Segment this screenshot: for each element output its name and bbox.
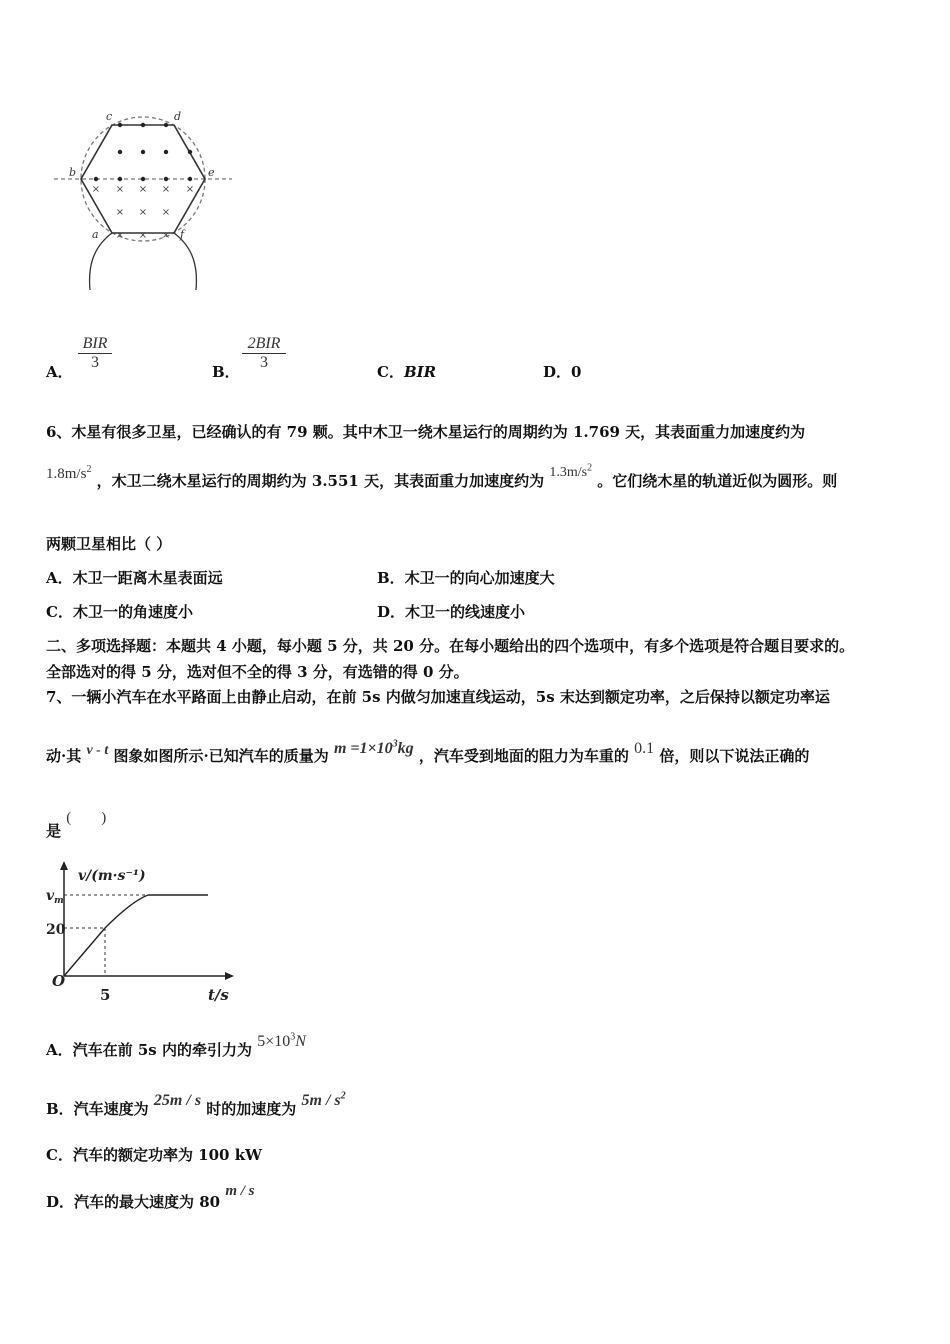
q7-option-b: B．汽车速度为 25m / s 时的加速度为 $5m / s^2$ <box>46 1090 346 1118</box>
q6-option-d: D．木卫一的线速度小 <box>377 603 526 621</box>
section2-heading-line1: 二、多项选择题：本题共 4 小题，每小题 5 分，共 20 分。在每小题给出的四个选项中，有多个选项是符合题目要求的。 <box>46 637 855 655</box>
q5-option-a: A． <box>46 363 73 381</box>
q6-option-a: A．木卫一距离木星表面远 <box>46 569 223 587</box>
max-speed-unit: m / s <box>225 1183 255 1199</box>
q5-option-c: C．BIR <box>377 363 437 381</box>
label-d: d <box>174 110 182 123</box>
vm-label: $v_m$ <box>46 888 64 906</box>
label-c: c <box>106 110 113 123</box>
q7-stem-line2: 动·其 v - t 图象如图所示·已知汽车的质量为 $m =1\times 10^3kg$ ，汽车受到地面的阻力为车重的 0.1 倍，则以下说法正确的 <box>46 738 810 765</box>
svg-text:×: × <box>91 184 101 195</box>
gravity-value-1: $1.8m/s^2$ <box>46 464 92 482</box>
origin-label: O <box>52 972 66 990</box>
answer-paren: ( ) <box>66 810 107 826</box>
q7-option-c: C．汽车的额定功率为 100 kW <box>46 1146 262 1164</box>
gravity-value-2: $1.3m/s^2$ <box>549 462 593 480</box>
vt-graph <box>40 858 240 1008</box>
mass-expression: $m =1\times 10^3kg$ <box>333 738 414 757</box>
label-b: b <box>69 166 77 179</box>
x-axis-arrow <box>225 972 234 980</box>
svg-text:×: × <box>115 184 125 195</box>
left-wire <box>90 233 112 290</box>
q6-stem-line1: 6、木星有很多卫星，已经确认的有 79 颗。其中木卫一绕木星运行的周期约为 1.769 天，其表面重力加速度约为 <box>46 423 806 441</box>
q5-option-b: B． <box>212 363 240 381</box>
svg-text:×: × <box>138 184 148 195</box>
q5-option-b-fraction: 2BIR 3 <box>242 335 286 372</box>
power-curve <box>105 895 148 928</box>
label-a: a <box>92 228 99 241</box>
q6-stem-line3: 两颗卫星相比（ ） <box>46 535 172 553</box>
speed-value: 25m / s <box>153 1092 202 1109</box>
y-axis-arrow <box>60 861 68 870</box>
resistance-ratio: 0.1 <box>634 740 655 757</box>
svg-text:×: × <box>161 230 171 241</box>
svg-text:×: × <box>161 207 171 218</box>
section2-heading-line2: 全部选对的得 5 分，选对但不全的得 3 分，有选错的得 0 分。 <box>46 663 469 681</box>
x-axis-label: t/s <box>208 986 229 1004</box>
field-in-crosses <box>92 184 194 241</box>
v20-label: 20 <box>46 922 66 938</box>
q5-option-a-fraction: BIR 3 <box>78 335 112 372</box>
svg-text:×: × <box>138 207 148 218</box>
label-e: e <box>208 166 215 179</box>
right-wire <box>174 233 196 290</box>
svg-text:×: × <box>185 184 195 195</box>
vt-symbol: v - t <box>86 743 109 758</box>
q6-option-b: B．木卫一的向心加速度大 <box>377 569 555 587</box>
y-axis-label: v/(m·s⁻¹) <box>78 868 146 884</box>
q7-stem-line1: 7、一辆小汽车在水平路面上由静止启动，在前 5s 内做匀加速直线运动，5s 末达到额定功率，之后保持以额定功率运 <box>46 688 830 706</box>
acceleration-value: $5m / s^2$ <box>301 1090 346 1109</box>
magnetic-field-hexagon-figure <box>48 108 238 294</box>
q6-stem-line2: $1.8m/s^2$ ，木卫二绕木星运行的周期约为 3.551 天，其表面重力加速度约为 $1.3m/s^2$ 。它们绕木星的轨道近似为圆形。则 <box>46 462 838 490</box>
q5-option-d: D．0 <box>543 363 582 381</box>
q7-option-d: D．汽车的最大速度为 80 m / s <box>46 1183 255 1211</box>
q7-option-a: A．汽车在前 5s 内的牵引力为 $5\times 10^3N$ <box>46 1031 306 1059</box>
t5-label: 5 <box>100 986 111 1004</box>
q6-option-c: C．木卫一的角速度小 <box>46 603 193 621</box>
svg-text:×: × <box>138 230 148 241</box>
traction-force-value: $5\times 10^3N$ <box>257 1031 306 1050</box>
q7-stem-line3: 是 ( ) <box>46 810 107 840</box>
label-f: f <box>180 228 185 241</box>
svg-text:×: × <box>161 184 171 195</box>
svg-text:×: × <box>115 207 125 218</box>
svg-text:×: × <box>115 230 125 241</box>
accel-segment <box>64 928 105 976</box>
